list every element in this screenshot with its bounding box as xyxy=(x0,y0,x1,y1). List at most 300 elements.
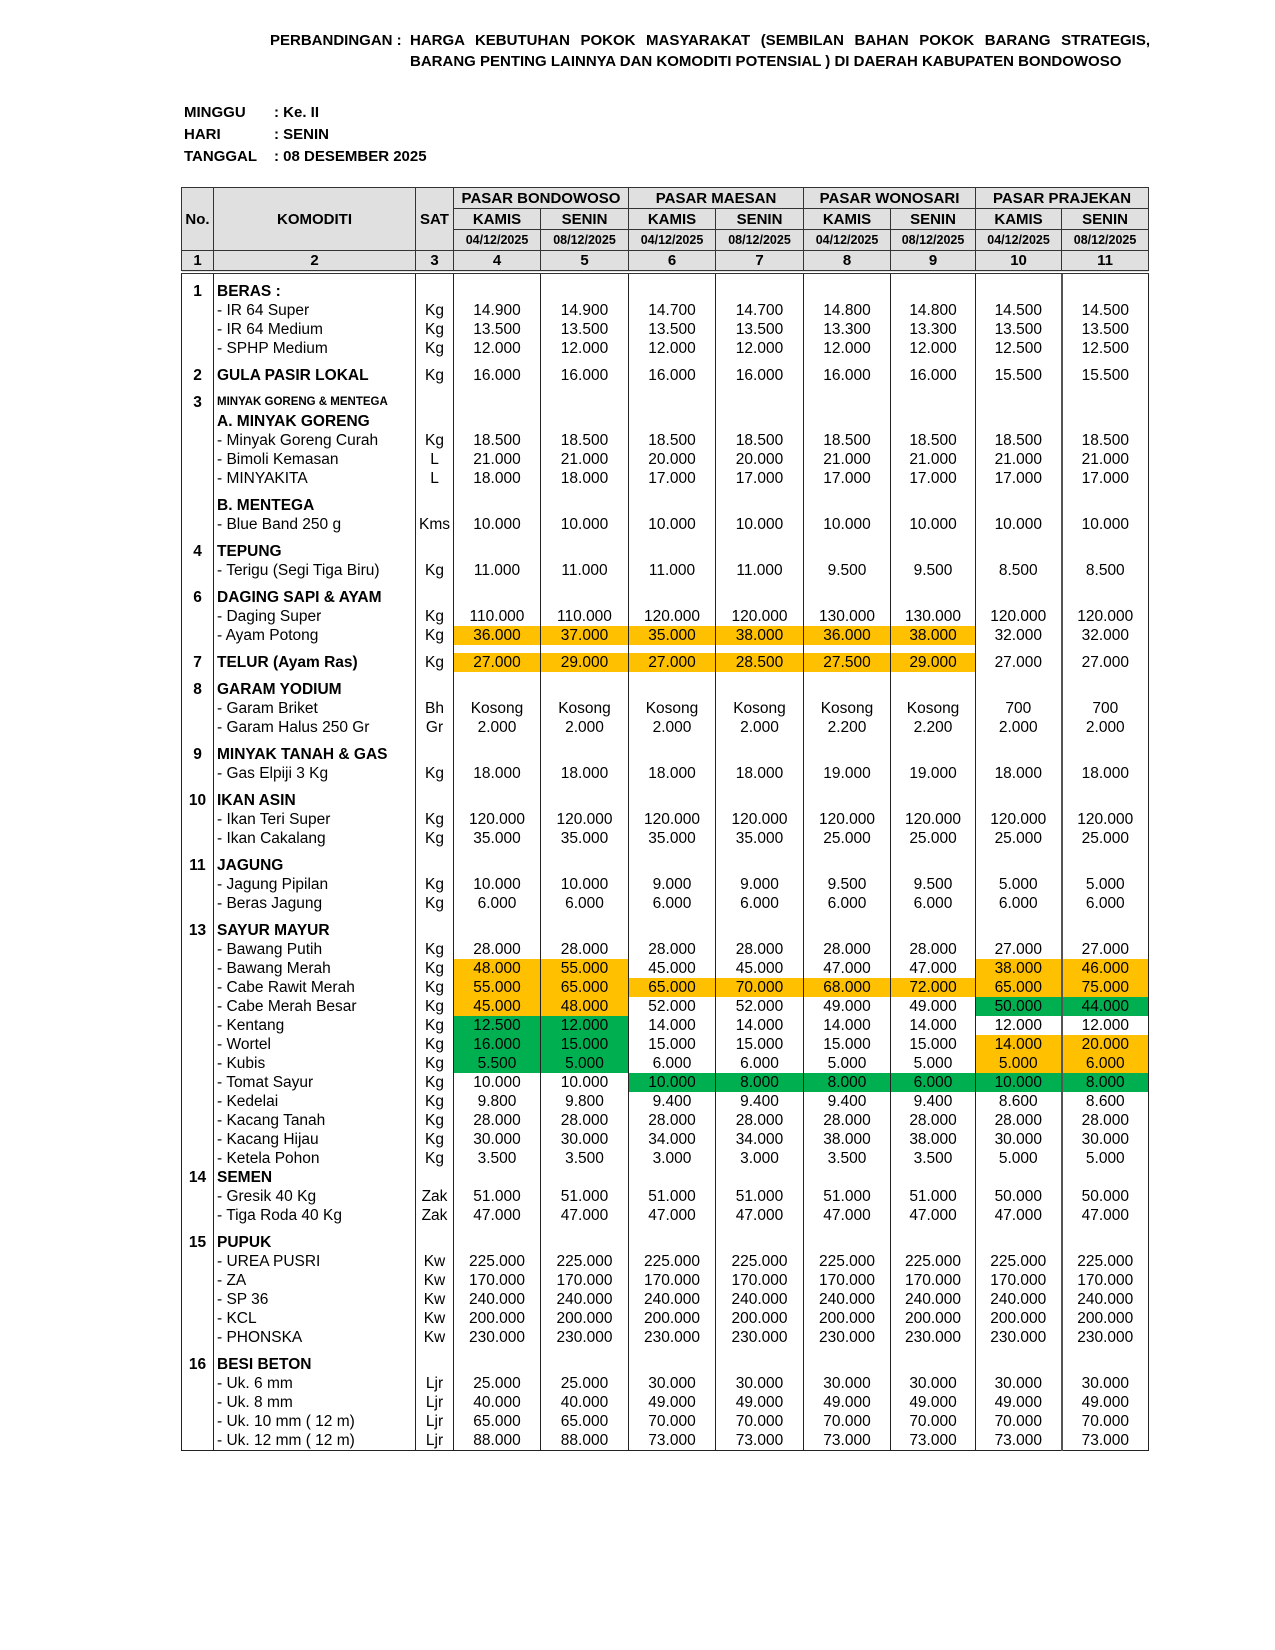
table-row xyxy=(182,1111,1149,1130)
price-cell xyxy=(629,282,716,301)
commodity-name: - Jagung Pipilan xyxy=(214,875,416,894)
unit: Ljr xyxy=(416,1374,454,1393)
price-cell: 14.500 xyxy=(1062,301,1149,320)
row-number xyxy=(182,515,214,534)
price-cell xyxy=(716,848,804,856)
commodity-name: - Bimoli Kemasan xyxy=(214,450,416,469)
row-number xyxy=(182,1374,214,1393)
price-cell xyxy=(454,385,541,393)
price-cell: 9.800 xyxy=(541,1092,629,1111)
price-cell xyxy=(629,791,716,810)
price-cell: 50.000 xyxy=(976,1187,1062,1206)
unit xyxy=(416,1347,454,1355)
row-number xyxy=(182,1328,214,1347)
price-cell xyxy=(716,921,804,940)
price-cell: 200.000 xyxy=(804,1309,891,1328)
unit: Kg xyxy=(416,978,454,997)
price-cell xyxy=(891,1225,976,1233)
price-cell: 49.000 xyxy=(804,1393,891,1412)
price-cell: 18.000 xyxy=(629,764,716,783)
commodity-name: - Kentang xyxy=(214,1016,416,1035)
price-cell: 230.000 xyxy=(541,1328,629,1347)
price-cell xyxy=(716,588,804,607)
price-cell: 14.900 xyxy=(541,301,629,320)
price-cell xyxy=(1062,745,1149,764)
row-number: 15 xyxy=(182,1233,214,1252)
price-cell: 28.000 xyxy=(454,940,541,959)
spacer-row xyxy=(182,1347,1149,1355)
commodity-name: - ZA xyxy=(214,1271,416,1290)
row-number xyxy=(182,875,214,894)
commodity-name xyxy=(214,848,416,856)
category-row xyxy=(182,542,1149,561)
price-cell xyxy=(804,791,891,810)
price-cell: 120.000 xyxy=(454,810,541,829)
price-cell: 47.000 xyxy=(891,959,976,978)
price-cell xyxy=(976,488,1062,496)
price-cell: 18.500 xyxy=(891,431,976,450)
price-cell xyxy=(976,913,1062,921)
row-number xyxy=(182,1130,214,1149)
unit: Kg xyxy=(416,1130,454,1149)
price-cell: 200.000 xyxy=(1062,1309,1149,1328)
unit xyxy=(416,921,454,940)
price-cell xyxy=(891,680,976,699)
price-cell xyxy=(716,282,804,301)
price-cell xyxy=(976,745,1062,764)
price-cell xyxy=(804,1355,891,1374)
price-cell: 25.000 xyxy=(454,1374,541,1393)
price-cell xyxy=(629,921,716,940)
price-cell: 52.000 xyxy=(716,997,804,1016)
price-cell xyxy=(716,496,804,515)
table-row xyxy=(182,940,1149,959)
price-cell: 5.500 xyxy=(454,1054,541,1073)
price-cell: 47.000 xyxy=(716,1206,804,1225)
row-number xyxy=(182,764,214,783)
price-cell xyxy=(804,913,891,921)
table-row xyxy=(182,1035,1149,1054)
table-row xyxy=(182,1187,1149,1206)
table-row xyxy=(182,1393,1149,1412)
price-cell xyxy=(976,542,1062,561)
price-cell: 21.000 xyxy=(891,450,976,469)
row-number: 11 xyxy=(182,856,214,875)
price-cell xyxy=(976,680,1062,699)
price-cell: 6.000 xyxy=(629,894,716,913)
price-cell: 120.000 xyxy=(976,810,1062,829)
price-cell: 75.000 xyxy=(1062,978,1149,997)
price-cell: 28.000 xyxy=(629,940,716,959)
price-cell: Kosong xyxy=(629,699,716,718)
table-row xyxy=(182,301,1149,320)
category-row xyxy=(182,653,1149,672)
row-number xyxy=(182,829,214,848)
price-cell: 2.000 xyxy=(454,718,541,737)
price-cell: 88.000 xyxy=(541,1431,629,1451)
date-header: 08/12/2025 xyxy=(891,230,976,251)
commodity-name: GULA PASIR LOKAL xyxy=(214,366,416,385)
price-cell: 35.000 xyxy=(716,829,804,848)
price-cell: 38.000 xyxy=(891,1130,976,1149)
price-cell: 12.000 xyxy=(891,339,976,358)
price-cell: 47.000 xyxy=(1062,1206,1149,1225)
price-cell: 65.000 xyxy=(541,1412,629,1431)
price-cell: 73.000 xyxy=(804,1431,891,1451)
row-number xyxy=(182,469,214,488)
price-cell: 70.000 xyxy=(629,1412,716,1431)
price-cell xyxy=(454,580,541,588)
price-cell: 25.000 xyxy=(541,1374,629,1393)
unit: L xyxy=(416,469,454,488)
price-cell: 14.500 xyxy=(976,301,1062,320)
price-cell xyxy=(541,1233,629,1252)
price-cell: 14.000 xyxy=(976,1035,1062,1054)
price-cell xyxy=(541,921,629,940)
price-cell xyxy=(804,1225,891,1233)
commodity-name xyxy=(214,645,416,653)
row-number xyxy=(182,1309,214,1328)
unit xyxy=(416,1168,454,1187)
commodity-name: - Tiga Roda 40 Kg xyxy=(214,1206,416,1225)
price-cell: 6.000 xyxy=(629,1054,716,1073)
price-cell: 16.000 xyxy=(891,366,976,385)
price-cell: 30.000 xyxy=(804,1374,891,1393)
date-header: 04/12/2025 xyxy=(804,230,891,251)
price-cell: 65.000 xyxy=(541,978,629,997)
price-cell: 46.000 xyxy=(1062,959,1149,978)
date-header: 04/12/2025 xyxy=(629,230,716,251)
table-row xyxy=(182,718,1149,737)
row-number: 7 xyxy=(182,653,214,672)
commodity-name: IKAN ASIN xyxy=(214,791,416,810)
price-cell: 35.000 xyxy=(629,829,716,848)
price-cell: 8.600 xyxy=(1062,1092,1149,1111)
price-cell xyxy=(629,913,716,921)
price-cell xyxy=(976,1347,1062,1355)
price-cell: 47.000 xyxy=(541,1206,629,1225)
market-header-prajekan: PASAR PRAJEKAN xyxy=(976,188,1149,209)
price-cell xyxy=(976,1168,1062,1187)
price-cell xyxy=(541,385,629,393)
unit: Kg xyxy=(416,875,454,894)
row-number xyxy=(182,940,214,959)
price-cell xyxy=(976,848,1062,856)
price-cell xyxy=(804,393,891,412)
price-cell: 170.000 xyxy=(541,1271,629,1290)
row-number: 16 xyxy=(182,1355,214,1374)
unit: Kg xyxy=(416,301,454,320)
price-cell xyxy=(454,848,541,856)
price-cell: 9.400 xyxy=(804,1092,891,1111)
price-cell: 110.000 xyxy=(454,607,541,626)
price-cell xyxy=(976,1233,1062,1252)
commodity-name: - UREA PUSRI xyxy=(214,1252,416,1271)
price-cell: 18.000 xyxy=(716,764,804,783)
price-cell xyxy=(1062,412,1149,431)
table-header xyxy=(182,188,1149,273)
price-cell: 44.000 xyxy=(1062,997,1149,1016)
row-number xyxy=(182,580,214,588)
price-cell xyxy=(976,534,1062,542)
price-cell xyxy=(1062,848,1149,856)
price-cell: 170.000 xyxy=(804,1271,891,1290)
commodity-name: TELUR (Ayam Ras) xyxy=(214,653,416,672)
commodity-name: - Cabe Merah Besar xyxy=(214,997,416,1016)
price-cell: 10.000 xyxy=(629,515,716,534)
price-cell: 15.000 xyxy=(629,1035,716,1054)
row-number: 13 xyxy=(182,921,214,940)
price-cell: 27.000 xyxy=(629,653,716,672)
commodity-name: MINYAK TANAH & GAS xyxy=(214,745,416,764)
row-number xyxy=(182,320,214,339)
price-cell xyxy=(541,358,629,366)
price-cell: 200.000 xyxy=(454,1309,541,1328)
commodity-name: - Gresik 40 Kg xyxy=(214,1187,416,1206)
price-cell xyxy=(891,272,976,282)
price-cell: 30.000 xyxy=(454,1130,541,1149)
price-cell: 6.000 xyxy=(541,894,629,913)
day-header: KAMIS xyxy=(976,209,1062,230)
price-cell: 9.400 xyxy=(629,1092,716,1111)
price-cell: 45.000 xyxy=(716,959,804,978)
price-cell: 120.000 xyxy=(716,607,804,626)
price-cell: 120.000 xyxy=(629,607,716,626)
price-cell xyxy=(454,496,541,515)
price-cell xyxy=(1062,856,1149,875)
price-cell: 10.000 xyxy=(976,1073,1062,1092)
price-cell xyxy=(1062,588,1149,607)
price-cell: 28.000 xyxy=(804,940,891,959)
price-cell: 9.000 xyxy=(716,875,804,894)
price-cell: 65.000 xyxy=(976,978,1062,997)
date-header: 04/12/2025 xyxy=(454,230,541,251)
unit: Kg xyxy=(416,810,454,829)
price-cell: Kosong xyxy=(541,699,629,718)
price-cell: 21.000 xyxy=(1062,450,1149,469)
price-cell: 30.000 xyxy=(976,1130,1062,1149)
unit xyxy=(416,645,454,653)
price-cell xyxy=(891,672,976,680)
price-cell xyxy=(1062,1225,1149,1233)
row-number: 1 xyxy=(182,282,214,301)
price-cell: 19.000 xyxy=(804,764,891,783)
price-cell xyxy=(454,1168,541,1187)
spacer-row xyxy=(182,645,1149,653)
price-cell: Kosong xyxy=(804,699,891,718)
day-header: SENIN xyxy=(1062,209,1149,230)
price-cell: 28.000 xyxy=(804,1111,891,1130)
unit: Kw xyxy=(416,1328,454,1347)
price-cell xyxy=(804,783,891,791)
row-number xyxy=(182,978,214,997)
unit xyxy=(416,282,454,301)
price-cell xyxy=(541,913,629,921)
col-no-header: No. xyxy=(182,188,214,251)
report-title: HARGA KEBUTUHAN POKOK MASYARAKAT (SEMBILAN BAHAN POKOK BARANG STRATEGIS, BARANG PENTING LAINNYA DAN KOMODITI POTENSIAL ) DI DAERAH KABUPATEN BONDOWOSO xyxy=(410,32,1150,70)
category-row xyxy=(182,1355,1149,1374)
price-cell: 18.000 xyxy=(1062,764,1149,783)
price-cell: 21.000 xyxy=(976,450,1062,469)
price-cell: 45.000 xyxy=(454,997,541,1016)
price-cell: 55.000 xyxy=(454,978,541,997)
row-number xyxy=(182,607,214,626)
price-cell: 51.000 xyxy=(454,1187,541,1206)
price-cell xyxy=(1062,645,1149,653)
price-cell: 12.000 xyxy=(976,1016,1062,1035)
table-row xyxy=(182,810,1149,829)
commodity-name xyxy=(214,580,416,588)
price-cell xyxy=(976,393,1062,412)
price-cell xyxy=(454,542,541,561)
price-cell xyxy=(716,856,804,875)
unit xyxy=(416,1233,454,1252)
price-cell xyxy=(976,580,1062,588)
price-cell xyxy=(541,856,629,875)
unit xyxy=(416,588,454,607)
price-cell: 15.500 xyxy=(1062,366,1149,385)
commodity-name: SEMEN xyxy=(214,1168,416,1187)
price-cell xyxy=(454,412,541,431)
price-cell xyxy=(716,534,804,542)
unit xyxy=(416,580,454,588)
price-cell xyxy=(716,1355,804,1374)
price-cell xyxy=(891,385,976,393)
price-cell: 38.000 xyxy=(976,959,1062,978)
price-cell: 225.000 xyxy=(1062,1252,1149,1271)
price-cell xyxy=(716,1233,804,1252)
price-cell: 170.000 xyxy=(976,1271,1062,1290)
unit xyxy=(416,542,454,561)
table-row xyxy=(182,339,1149,358)
price-cell: 13.500 xyxy=(454,320,541,339)
price-cell: 10.000 xyxy=(454,1073,541,1092)
price-cell: 9.000 xyxy=(629,875,716,894)
commodity-name: - Cabe Rawit Merah xyxy=(214,978,416,997)
row-number xyxy=(182,626,214,645)
price-cell: 8.600 xyxy=(976,1092,1062,1111)
table-row xyxy=(182,1252,1149,1271)
price-cell: 25.000 xyxy=(804,829,891,848)
price-cell: 240.000 xyxy=(716,1290,804,1309)
row-number: 9 xyxy=(182,745,214,764)
price-cell: 47.000 xyxy=(454,1206,541,1225)
price-cell: 8.000 xyxy=(716,1073,804,1092)
row-number: 4 xyxy=(182,542,214,561)
commodity-name: - Garam Halus 250 Gr xyxy=(214,718,416,737)
price-cell: 3.500 xyxy=(804,1149,891,1168)
price-cell xyxy=(891,358,976,366)
price-cell: 2.000 xyxy=(976,718,1062,737)
price-cell: 10.000 xyxy=(629,1073,716,1092)
price-cell xyxy=(716,412,804,431)
price-cell: 11.000 xyxy=(629,561,716,580)
row-number xyxy=(182,450,214,469)
price-cell xyxy=(976,496,1062,515)
price-cell: 36.000 xyxy=(454,626,541,645)
price-cell: 200.000 xyxy=(891,1309,976,1328)
price-cell xyxy=(454,783,541,791)
price-cell xyxy=(541,580,629,588)
table-row xyxy=(182,1016,1149,1035)
price-cell: 30.000 xyxy=(976,1374,1062,1393)
price-cell xyxy=(804,358,891,366)
price-cell xyxy=(1062,358,1149,366)
price-cell: 6.000 xyxy=(716,894,804,913)
price-cell: 19.000 xyxy=(891,764,976,783)
unit: Kw xyxy=(416,1309,454,1328)
price-cell: 9.400 xyxy=(716,1092,804,1111)
price-cell xyxy=(804,496,891,515)
price-cell: 25.000 xyxy=(976,829,1062,848)
unit: Kg xyxy=(416,1149,454,1168)
row-number xyxy=(182,848,214,856)
price-cell: 16.000 xyxy=(454,366,541,385)
row-number xyxy=(182,1271,214,1290)
price-cell xyxy=(716,358,804,366)
date-header: 04/12/2025 xyxy=(976,230,1062,251)
price-cell xyxy=(891,737,976,745)
price-cell: 9.800 xyxy=(454,1092,541,1111)
price-cell: 225.000 xyxy=(804,1252,891,1271)
unit: Zak xyxy=(416,1206,454,1225)
commodity-name: - Uk. 8 mm xyxy=(214,1393,416,1412)
price-cell xyxy=(891,1233,976,1252)
price-cell: 14.900 xyxy=(454,301,541,320)
price-cell xyxy=(804,272,891,282)
price-cell: 18.500 xyxy=(716,431,804,450)
table-row xyxy=(182,561,1149,580)
price-cell xyxy=(629,737,716,745)
unit: Kg xyxy=(416,320,454,339)
price-cell: 47.000 xyxy=(804,1206,891,1225)
price-cell xyxy=(629,1233,716,1252)
price-cell: 17.000 xyxy=(716,469,804,488)
row-number xyxy=(182,1016,214,1035)
commodity-name: - Gas Elpiji 3 Kg xyxy=(214,764,416,783)
commodity-name: - Terigu (Segi Tiga Biru) xyxy=(214,561,416,580)
price-cell xyxy=(891,496,976,515)
price-cell xyxy=(1062,1355,1149,1374)
price-cell: 240.000 xyxy=(541,1290,629,1309)
price-cell: 14.700 xyxy=(716,301,804,320)
price-cell: 240.000 xyxy=(804,1290,891,1309)
day-header: SENIN xyxy=(716,209,804,230)
table-row xyxy=(182,1092,1149,1111)
price-cell xyxy=(1062,1347,1149,1355)
price-cell: 3.000 xyxy=(716,1149,804,1168)
commodity-name xyxy=(214,1347,416,1355)
price-cell: 47.000 xyxy=(891,1206,976,1225)
unit: Kg xyxy=(416,1054,454,1073)
category-row xyxy=(182,366,1149,385)
column-index: 8 xyxy=(804,251,891,273)
row-number xyxy=(182,272,214,282)
price-cell xyxy=(716,1225,804,1233)
unit xyxy=(416,272,454,282)
category-row xyxy=(182,745,1149,764)
price-cell xyxy=(1062,737,1149,745)
unit: Kw xyxy=(416,1271,454,1290)
price-cell xyxy=(891,488,976,496)
price-cell xyxy=(804,412,891,431)
unit: Gr xyxy=(416,718,454,737)
price-cell: 18.500 xyxy=(541,431,629,450)
price-cell: 9.500 xyxy=(804,875,891,894)
price-cell: 18.000 xyxy=(454,764,541,783)
price-cell: 12.000 xyxy=(629,339,716,358)
price-cell: 15.000 xyxy=(804,1035,891,1054)
